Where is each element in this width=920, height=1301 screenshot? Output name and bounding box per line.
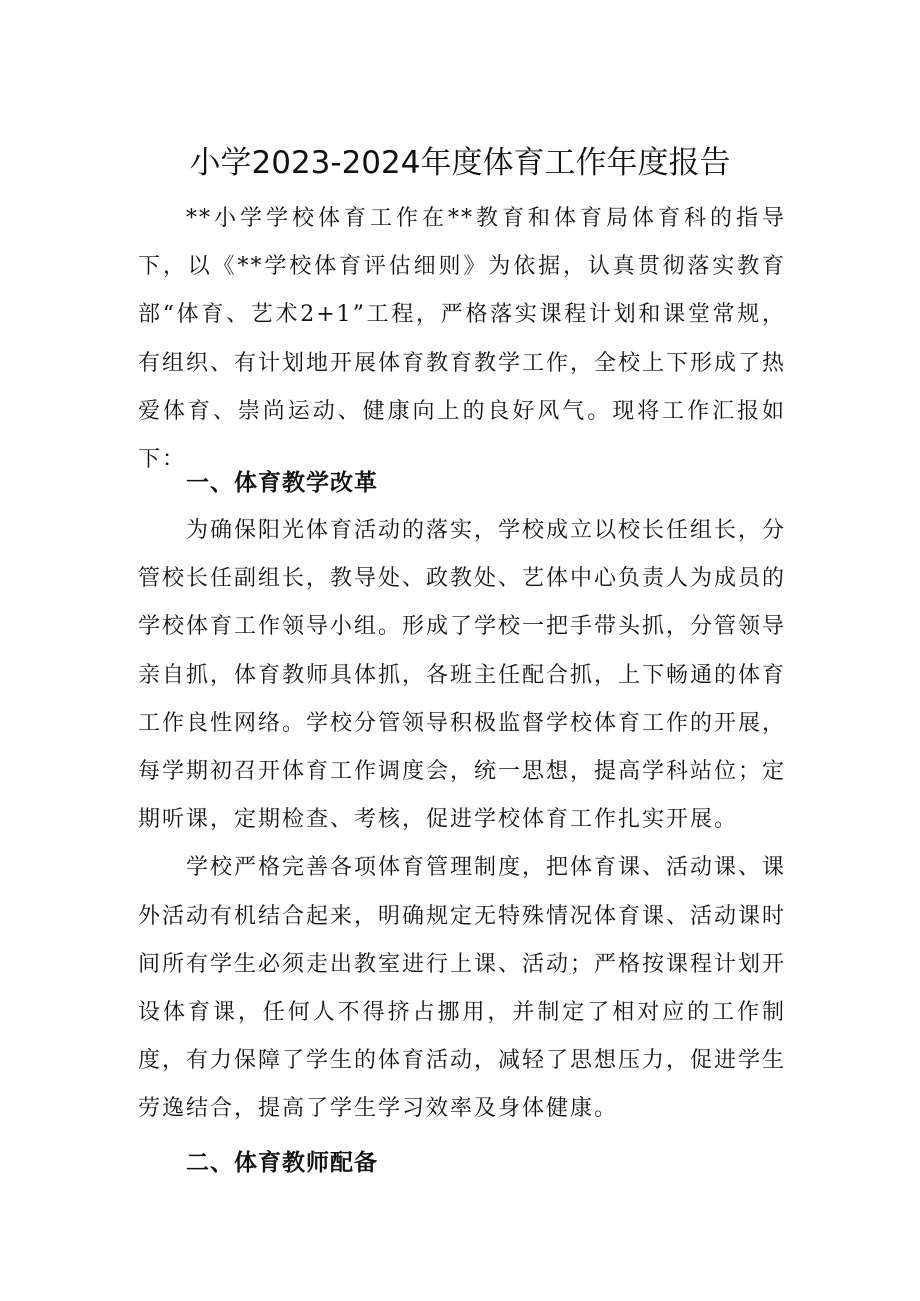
document-title: 小学2023-2024年度体育工作年度报告	[189, 145, 731, 181]
section-1-paragraph-2: 学校严格完善各项体育管理制度，把体育课、活动课、课外活动有机结合起来，明确规定无特殊情况体育课、活动课时间所有学生必须走出教室进行上课、活动；严格按课程计划开设体育课，任何人不得挤占挪用，并制定了相对应的工作制度，有力保障了学生的体育活动，减轻了思想压力，促进学生劳逸结合，提高了学生学习效率及身体健康。	[138, 855, 787, 1122]
intro-block	[138, 195, 786, 484]
section-1-paragraph-1: 为确保阳光体育活动的落实，学校成立以校长任组长，分管校长任副组长，教导处、政教处、艺体中心负责人为成员的学校体育工作领导小组。形成了学校一把手带头抓，分管领导亲自抓，体育教师具体抓，各班主任配合抓，上下畅通的体育工作良性网络。学校分管领导积极监督学校体育工作的开展，每学期初召开体育工作调度会，统一思想，提高学科站位；定期听课，定期检查、考核，促进学校体育工作扎实开展。	[138, 518, 787, 833]
section-heading-1: 一、体育教学改革	[186, 470, 378, 496]
section-heading-2: 二、体育教师配备	[186, 1150, 378, 1176]
section-1-body	[138, 507, 786, 1134]
intro-paragraph: **小学学校体育工作在**教育和体育局体育科的指导下，以《**学校体育评估细则》为依据，认真贯彻落实教育部“体育、艺术2+1”工程，严格落实课程计划和课堂常规，有组织、有计划地开展体育教育教学工作，全校上下形成了热爱体育、崇尚运动、健康向上的良好风气。现将工作汇报如下：	[138, 206, 787, 473]
